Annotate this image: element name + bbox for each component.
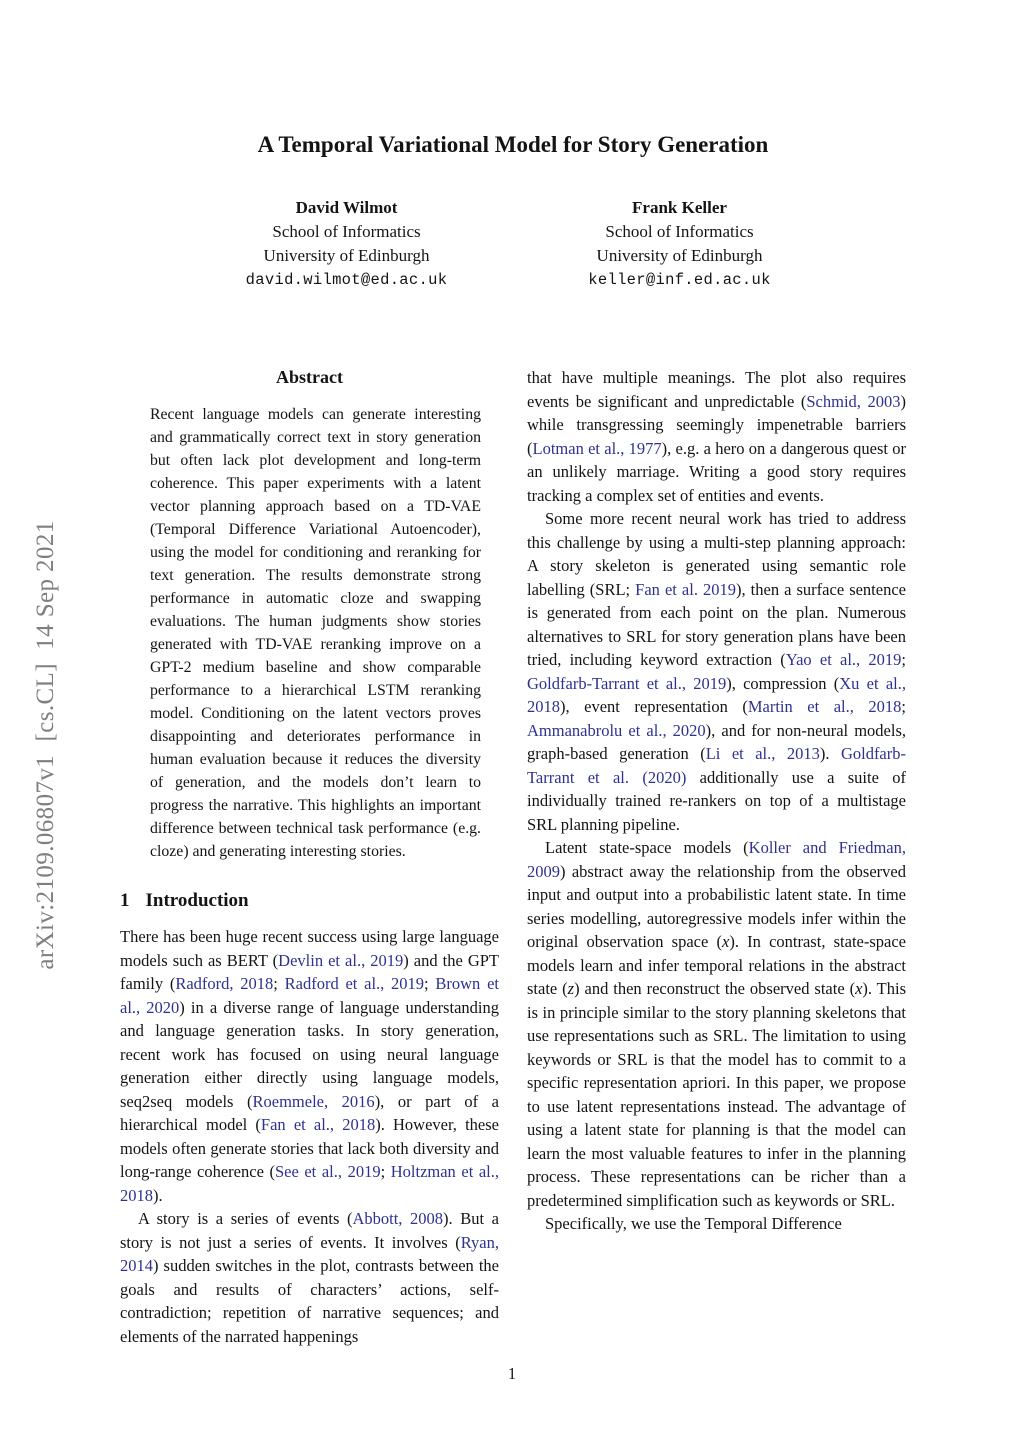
text-run: A story is a series of events ( — [138, 1209, 353, 1228]
section-title: Introduction — [145, 889, 249, 911]
text-run: ). This is in principle similar to the story planning skeletons that use representations such as SRL. The limitation to using keywords or SRL is that the model has to commit to a specific representation apriori. In this paper, we propose to use latent representations instead. The advantage of using a latent state for planning is that the model can learn the most valuable features to infer in the planning process. These representations can be richer than a predetermined simplification such as keywords or SRL. — [527, 979, 907, 1210]
body-paragraph — [527, 1212, 906, 1236]
text-run: ). However, these models often generate stories that lack both diversity and long-range coherence ( — [120, 1115, 499, 1181]
citation-link[interactable]: Fan et al., 2018 — [260, 1115, 376, 1134]
citation-link[interactable]: Martin et al., 2018 — [747, 697, 902, 716]
math-variable: x — [855, 979, 863, 998]
text-run: ) abstract away the relationship from the observed input and output into a probabilistic latent state. In time series modelling, autoregressive models infer within the original observation space ( — [527, 861, 906, 951]
text-run: ), then a surface sentence is generated from each point on the plan. Numerous alternatives to SRL for story generation plans have been tried, including keyword extraction ( — [527, 579, 906, 669]
text-run: ), and for non-neural models, graph-based generation ( — [527, 720, 906, 763]
citation-link[interactable]: Lotman et al., 1977 — [532, 438, 662, 458]
citation-link[interactable]: Xu et al., 2018 — [527, 673, 906, 716]
text-run: ). In contrast, state-space models learn and infer temporal relations in the abstract state ( — [527, 932, 906, 998]
author-affiliation: School of Informatics — [605, 222, 754, 241]
citation-link[interactable]: Koller and Friedman, 2009 — [527, 838, 906, 881]
body-paragraph — [527, 507, 906, 836]
author-name: Frank Keller — [632, 198, 727, 217]
author-name: David Wilmot — [295, 198, 398, 217]
body-paragraph — [120, 1207, 499, 1348]
text-run: ). But a story is not just a series of events. It involves ( — [120, 1209, 499, 1252]
abstract-heading: Abstract — [276, 367, 343, 387]
author-affiliation: University of Edinburgh — [596, 246, 763, 265]
citation-link[interactable]: Goldfarb-Tarrant et al. (2020) — [527, 744, 906, 787]
text-run: Some more recent neural work has tried to address this challenge by using a multi-step planning approach: A story skeleton is generated using semantic role labelling (SRL; — [527, 509, 906, 599]
author-frank-keller — [513, 196, 846, 292]
text-run: Latent state-space models ( — [545, 838, 749, 857]
citation-link[interactable]: Holtzman et al., 2018 — [120, 1162, 500, 1205]
author-david-wilmot — [180, 196, 513, 292]
math-variable: x — [722, 932, 730, 951]
two-column-body — [120, 366, 906, 1348]
math-variable: z — [567, 979, 575, 998]
page-number: 1 — [507, 1364, 517, 1383]
citation-link[interactable]: Schmid, 2003 — [806, 391, 901, 411]
body-paragraph — [527, 366, 906, 507]
text-run: ), event representation ( — [560, 697, 748, 716]
author-email: keller@inf.ed.ac.uk — [588, 271, 771, 289]
text-run: ), e.g. a hero on a dangerous quest or an unlikely marriage. Writing a good story requires tracking a complex set of entities and events. — [527, 438, 906, 505]
citation-link[interactable]: Ammanabrolu et al., 2020 — [527, 720, 706, 740]
author-affiliation: School of Informatics — [272, 222, 421, 241]
text-run: ) and then reconstruct the observed state ( — [574, 979, 856, 998]
author-email: david.wilmot@ed.ac.uk — [245, 271, 448, 289]
text-run: ). — [819, 744, 841, 763]
right-column — [527, 366, 906, 1348]
author-affiliation: University of Edinburgh — [263, 246, 430, 265]
section-heading-introduction — [120, 889, 499, 913]
text-run: There has been huge recent success using large language models such as BERT ( — [120, 927, 499, 970]
citation-link[interactable]: Brown et al., 2020 — [120, 974, 499, 1017]
citation-link[interactable]: See et al., 2019 — [274, 1162, 381, 1181]
body-paragraph — [527, 836, 906, 1212]
text-run: ; — [901, 650, 906, 669]
text-run: that have multiple meanings. The plot also requires events be significant and unpredictable ( — [527, 368, 906, 411]
text-run: ; — [901, 697, 906, 716]
text-run: ; — [273, 974, 285, 993]
citation-link[interactable]: Fan et al. 2019 — [635, 579, 737, 599]
section-number: 1 — [120, 889, 130, 911]
text-run: ), or part of a hierarchical model ( — [120, 1091, 499, 1134]
text-run: additionally use a suite of individually trained re-rankers on top of a multistage SRL planning pipeline. — [527, 767, 906, 834]
citation-link[interactable]: Abbott, 2008 — [352, 1209, 444, 1228]
text-run: ) and the GPT family ( — [120, 950, 499, 993]
citation-link[interactable]: Goldfarb-Tarrant et al., 2019 — [527, 673, 727, 693]
citation-link[interactable]: Li et al., 2013 — [705, 744, 820, 763]
arxiv-watermark: arXiv:2109.06807v1 [cs.CL] 14 Sep 2021 — [32, 520, 59, 970]
text-run: ). — [153, 1185, 163, 1205]
paper-title: A Temporal Variational Model for Story Generation — [257, 132, 769, 157]
citation-link[interactable]: Radford et al., 2019 — [284, 974, 425, 993]
citation-link[interactable]: Devlin et al., 2019 — [278, 950, 404, 970]
text-run: ) in a diverse range of language understanding and language generation tasks. In story generation, recent work has focused on using neural language generation either directly using language models, seq2seq models ( — [120, 997, 499, 1111]
citation-link[interactable]: Roemmele, 2016 — [252, 1091, 375, 1111]
citation-link[interactable]: Ryan, 2014 — [120, 1232, 499, 1275]
body-paragraph — [120, 925, 499, 1207]
citation-link[interactable]: Radford, 2018 — [175, 974, 274, 993]
text-run: ; — [424, 974, 436, 993]
author-block — [120, 196, 906, 292]
text-run: Specifically, we use the Temporal Difference — [545, 1214, 842, 1233]
text-run: ) sudden switches in the plot, contrasts between the goals and results of characters’ actions, self-contradiction; repetition of narrative sequences; and elements of the narrated happenings — [120, 1256, 499, 1346]
paper-content — [120, 0, 906, 1348]
citation-link[interactable]: Yao et al., 2019 — [785, 650, 902, 669]
abstract-text: Recent language models can generate interesting and grammatically correct text in story generation but often lack plot development and long-term coherence. This paper experiments with a latent vector planning approach based on a TD-VAE (Temporal Difference Variational Autoencoder), using the model for conditioning and reranking for text generation. The results demonstrate strong performance in automatic cloze and swapping evaluations. The human judgments show stories generated with TD-VAE reranking improve on a GPT-2 medium baseline and show comparable performance to a hierarchical LSTM reranking model. Conditioning on the latent vectors proves disappointing and deteriorates performance in human evaluation because it reduces the diversity of generation, and the models don’t learn to progress the narrative. This highlights an important difference between technical task performance (e.g. cloze) and generating interesting stories. — [150, 405, 481, 860]
text-run: ; — [380, 1162, 391, 1181]
text-run: ), compression ( — [726, 673, 840, 693]
text-run: ) while transgressing seemingly impenetrable barriers ( — [527, 391, 906, 458]
left-column — [120, 366, 499, 1348]
